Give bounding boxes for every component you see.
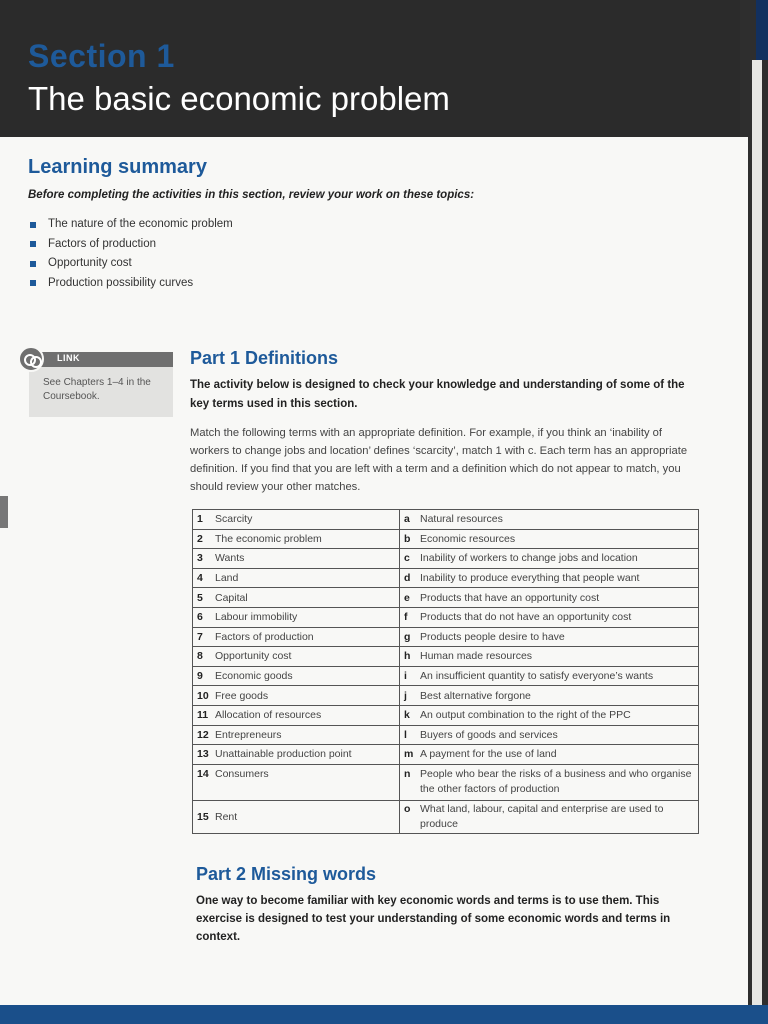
square-bullet-icon [30, 241, 36, 247]
definition-cell: i An insufficient quantity to satisfy everyone’s wants [400, 666, 699, 686]
term-cell: 14 Consumers [193, 764, 400, 800]
term-cell: 11 Allocation of resources [193, 705, 400, 725]
topic-item: The nature of the economic problem [28, 215, 233, 235]
definition-cell: l Buyers of goods and services [400, 725, 699, 745]
term-cell: 15 Rent [193, 800, 400, 833]
part2-title: Part 2 Missing words [196, 864, 377, 884]
footer-band [0, 1005, 768, 1024]
term-cell: 7 Factors of production [193, 627, 400, 647]
definition-cell: b Economic resources [400, 529, 699, 549]
definition-cell: j Best alternative forgone [400, 686, 699, 706]
table-row [193, 627, 699, 647]
table-row [193, 666, 699, 686]
term-cell: 13 Unattainable production point [193, 745, 400, 765]
definition-cell: o What land, labour, capital and enterprise are used to produce [400, 800, 699, 833]
link-text: See Chapters 1–4 in the Coursebook. [43, 377, 151, 402]
definition-cell: a Natural resources [400, 510, 699, 530]
definitions-table [192, 509, 699, 834]
definition-cell: c Inability of workers to change jobs and location [400, 549, 699, 569]
table-row [193, 510, 699, 530]
term-cell: 8 Opportunity cost [193, 647, 400, 667]
term-cell: 9 Economic goods [193, 666, 400, 686]
table-row [193, 647, 699, 667]
table-row [193, 686, 699, 706]
definition-cell: n People who bear the risks of a business and who organise the other factors of production [400, 764, 699, 800]
part2-intro: One way to become familiar with key economic words and terms is to use them. This exercise is designed to test your understanding of some economic words and terms in context. [196, 895, 671, 943]
section-header [0, 0, 740, 137]
term-cell: 5 Capital [193, 588, 400, 608]
term-cell: 6 Labour immobility [193, 607, 400, 627]
term-cell: 4 Land [193, 568, 400, 588]
table-row [193, 800, 699, 833]
table-row [193, 745, 699, 765]
topic-item: Factors of production [28, 235, 233, 255]
section-title: The basic economic problem [28, 80, 450, 117]
table-row [193, 705, 699, 725]
topic-item: Opportunity cost [28, 254, 233, 274]
table-row [193, 549, 699, 569]
section-number: Section 1 [28, 38, 175, 74]
table-row [193, 764, 699, 800]
link-label: LINK [57, 353, 80, 363]
part1-title: Part 1 Definitions [190, 348, 339, 368]
term-cell: 1 Scarcity [193, 510, 400, 530]
definition-cell: d Inability to produce everything that people want [400, 568, 699, 588]
term-cell: 3 Wants [193, 549, 400, 569]
definition-cell: m A payment for the use of land [400, 745, 699, 765]
learning-summary-intro: Before completing the activities in this section, review your work on these topics: [28, 189, 475, 201]
learning-summary-title: Learning summary [28, 156, 207, 178]
table-row [193, 725, 699, 745]
part1-intro: The activity below is designed to check your knowledge and understanding of some of the key terms used in this section. [190, 379, 685, 410]
link-box [29, 352, 173, 417]
definition-cell: g Products people desire to have [400, 627, 699, 647]
square-bullet-icon [30, 222, 36, 228]
definition-cell: h Human made resources [400, 647, 699, 667]
square-bullet-icon [30, 261, 36, 267]
table-row [193, 529, 699, 549]
link-icon [18, 346, 44, 372]
term-cell: 2 The economic problem [193, 529, 400, 549]
definition-cell: e Products that have an opportunity cost [400, 588, 699, 608]
definition-cell: k An output combination to the right of the PPC [400, 705, 699, 725]
term-cell: 12 Entrepreneurs [193, 725, 400, 745]
square-bullet-icon [30, 280, 36, 286]
term-cell: 10 Free goods [193, 686, 400, 706]
definition-cell: f Products that do not have an opportunity cost [400, 607, 699, 627]
table-row [193, 568, 699, 588]
topic-list [28, 215, 233, 293]
table-row [193, 588, 699, 608]
part1-instructions: Match the following terms with an appropriate definition. For example, if you think an ‘inability of workers to change jobs and location’ defines ‘scarcity’, match 1 with c. Each term has an appropriate definition. If you find that you are left with a term and a definition which do not appear to match, you should review your other matches. [190, 427, 688, 493]
topic-item: Production possibility curves [28, 274, 233, 294]
table-row [193, 607, 699, 627]
margin-mark [0, 496, 8, 528]
